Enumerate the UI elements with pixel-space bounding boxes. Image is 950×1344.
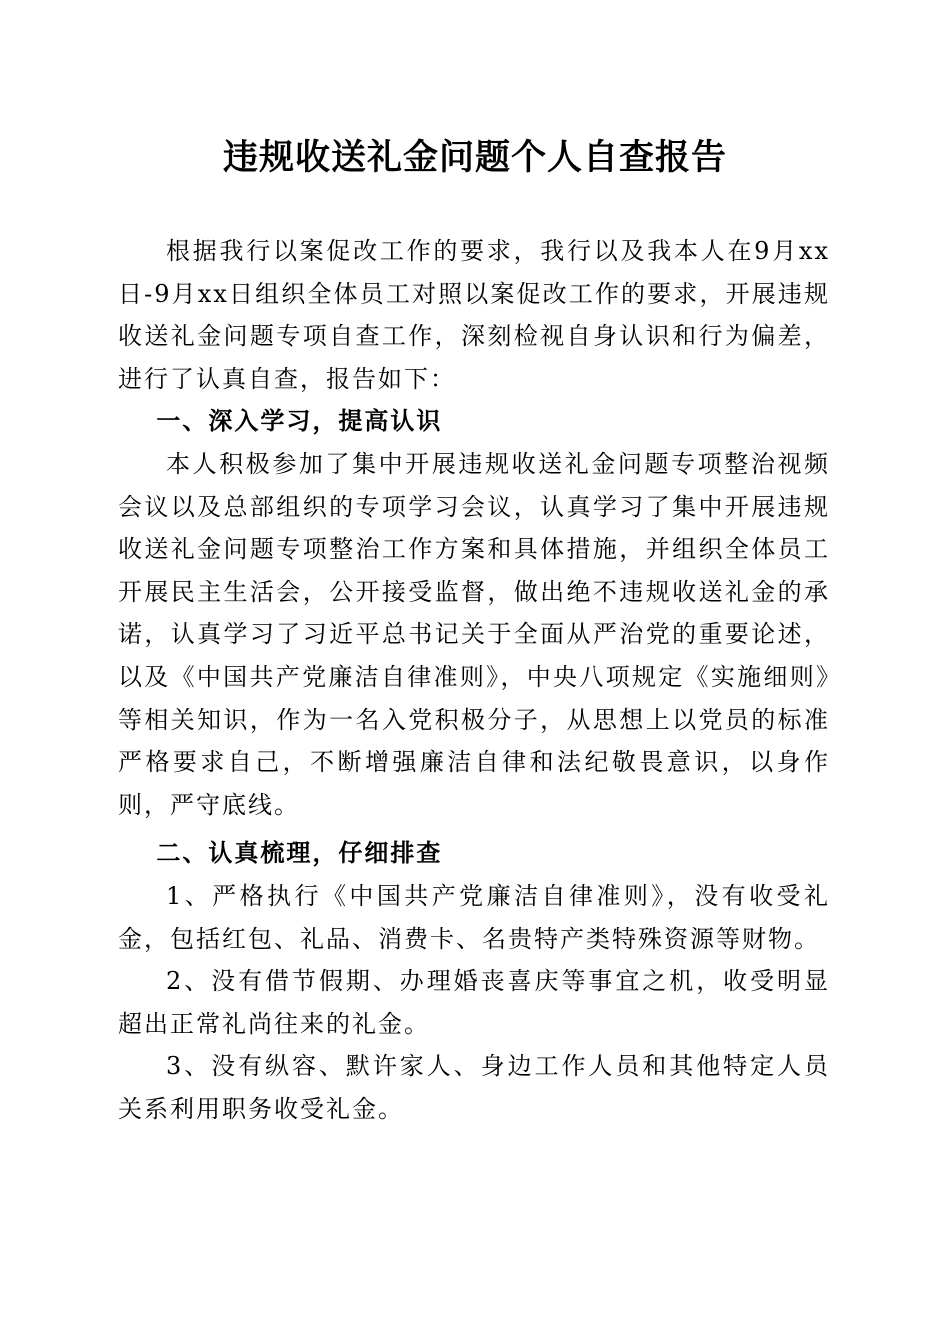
section-1-heading: 一、深入学习，提高认识 xyxy=(156,407,443,436)
section-2-heading: 二、认真梳理，仔细排查 xyxy=(156,839,443,868)
section-2-item-3: 3、没有纵容、默许家人、身边工作人员和其他特定人员关系利用职务收受礼金。 xyxy=(118,1052,830,1123)
section-2-item-1: 1、严格执行《中国共产党廉洁自律准则》，没有收受礼金，包括红包、礼品、消费卡、名贵特产类特殊资源等财物。 xyxy=(118,881,830,953)
document-body xyxy=(118,230,830,1130)
intro-paragraph: 根据我行以案促改工作的要求，我行以及我本人在9月xx日-9月xx日组织全体员工对照以案促改工作的要求，开展违规收送礼金问题专项自查工作，深刻检视自身认识和行为偏差，进行了认真自查，报告如下： xyxy=(118,237,830,393)
document-title: 违规收送礼金问题个人自查报告 xyxy=(222,137,727,178)
section-1-paragraph: 本人积极参加了集中开展违规收送礼金问题专项整治视频会议以及总部组织的专项学习会议，认真学习了集中开展违规收送礼金问题专项整治工作方案和具体措施，并组织全体员工开展民主生活会，公开接受监督，做出绝不违规收送礼金的承诺，认真学习了习近平总书记关于全面从严治党的重要论述，以及《中国共产党廉洁自律准则》，中央八项规定《实施细则》等相关知识，作为一名入党积极分子，从思想上以党员的标准严格要求自己，不断增强廉洁自律和法纪敬畏意识，以身作则，严守底线。 xyxy=(118,449,830,819)
section-2-item-2: 2、没有借节假期、办理婚丧喜庆等事宜之机，收受明显超出正常礼尚往来的礼金。 xyxy=(118,967,830,1038)
